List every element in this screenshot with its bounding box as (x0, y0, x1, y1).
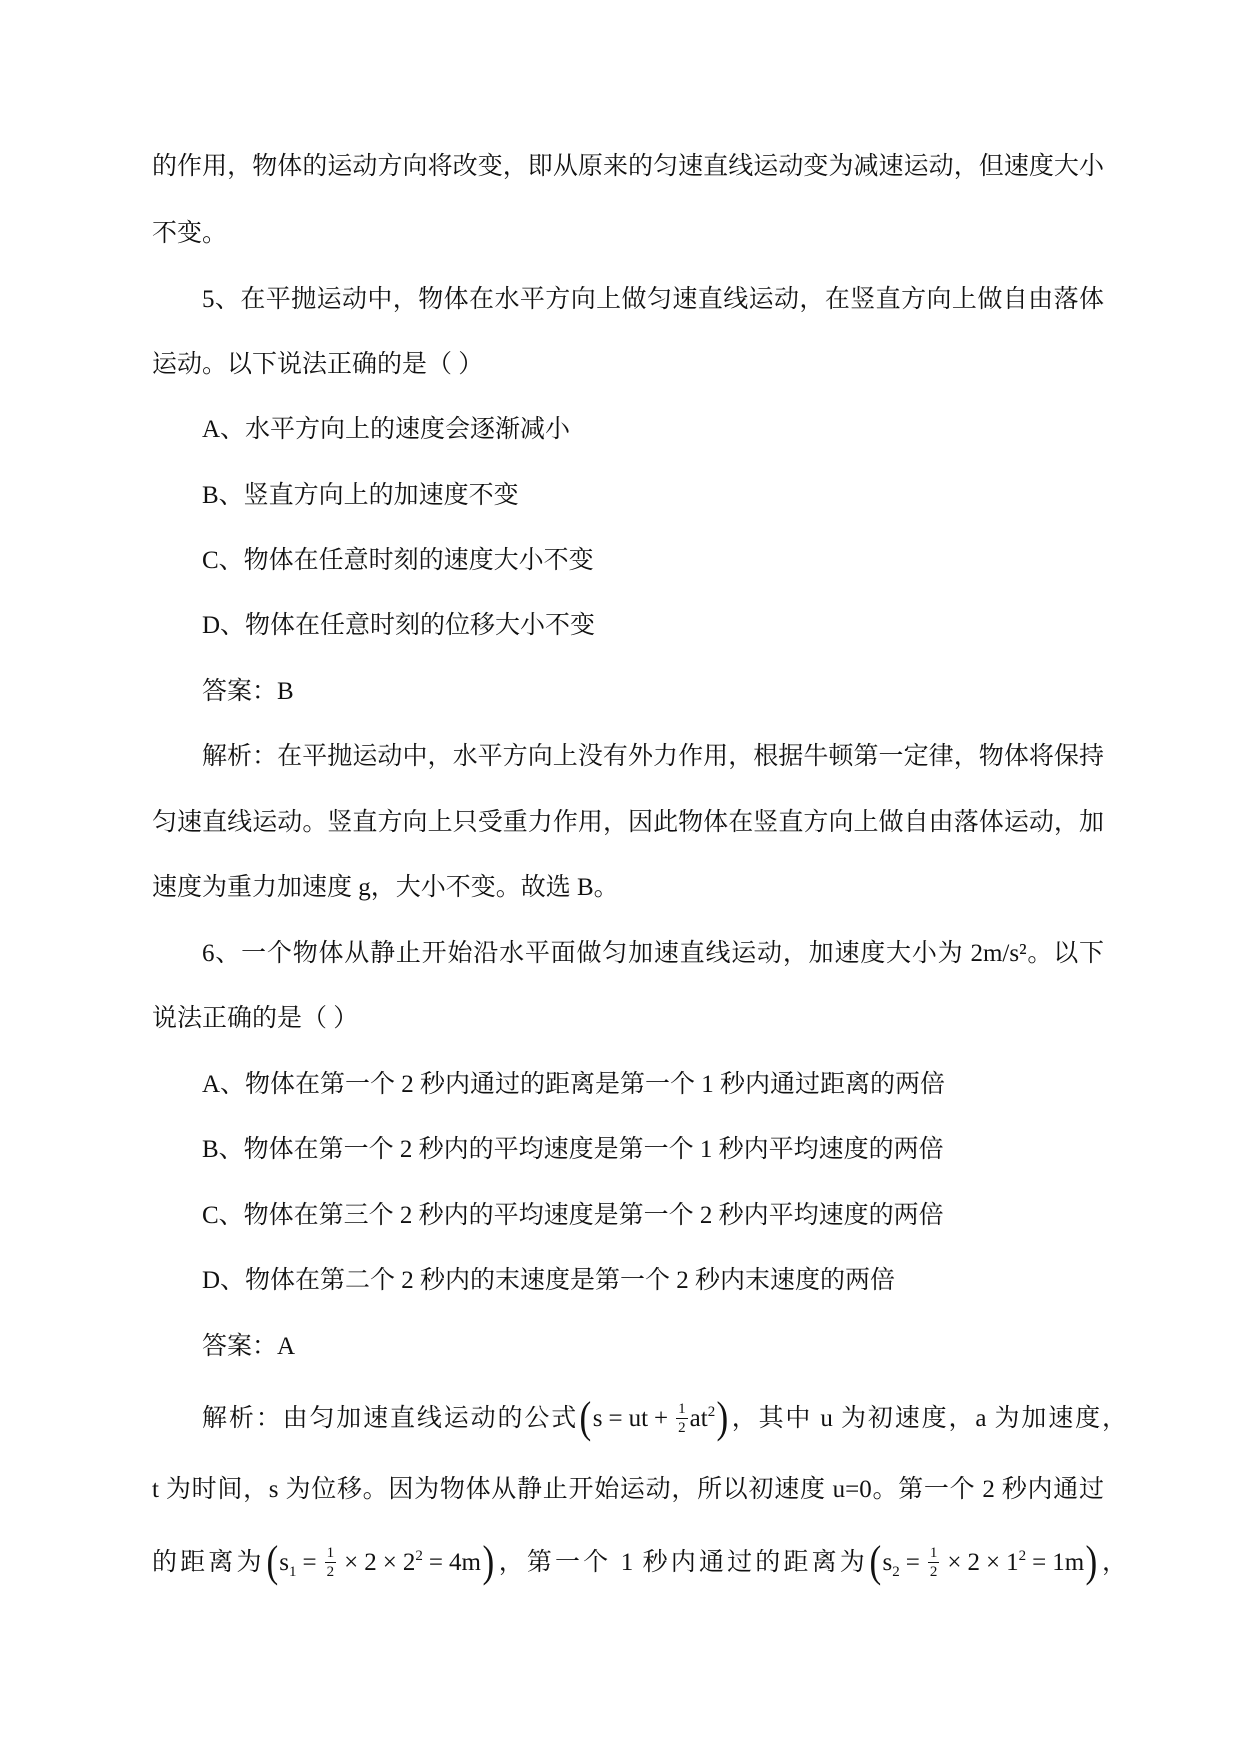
formula-close-paren: ) (716, 1393, 729, 1443)
question-5-option-d: D、物体在任意时刻的位移大小不变 (202, 612, 596, 639)
formula-close-paren: ) (1085, 1537, 1098, 1587)
question-5-stem: 运动。以下说法正确的是（ ） (152, 351, 484, 378)
question-5-option-a: A、水平方向上的速度会逐渐减小 (202, 416, 571, 443)
question-6-analysis-line (152, 1538, 1127, 1588)
formula-variable: s (592, 1405, 603, 1432)
formula-close-paren: ) (482, 1537, 495, 1587)
fraction (676, 1401, 688, 1436)
question-5-option-b: B、竖直方向上的加速度不变 (202, 482, 519, 509)
formula-variable: s (882, 1549, 893, 1576)
formula-equals: = (428, 1549, 443, 1576)
formula-result: 1m (1052, 1549, 1085, 1576)
formula-times: × (344, 1549, 359, 1576)
question-6-option-d: D、物体在第二个 2 秒内的末速度是第一个 2 秒内末速度的两倍 (202, 1267, 896, 1294)
formula-equals: = (302, 1549, 317, 1576)
formula-times: × (382, 1549, 397, 1576)
question-5-option-c: C、物体在任意时刻的速度大小不变 (202, 547, 594, 574)
formula-exponent: 2 (415, 1548, 423, 1564)
fraction (325, 1545, 337, 1580)
question-5-analysis-line: 匀速直线运动。竖直方向上只受重力作用，因此物体在竖直方向上做自由落体运动，加 (152, 809, 1104, 836)
question-6-answer: 答案：A (202, 1333, 296, 1360)
formula-exponent: 2 (1018, 1548, 1027, 1564)
question-6-analysis-line: t 为时间，s 为位移。因为物体从静止开始运动，所以初速度 u=0。第一个 2 秒内通过 (152, 1476, 1104, 1503)
formula-subscript: 2 (892, 1564, 900, 1580)
question-6-option-c: C、物体在第三个 2 秒内的平均速度是第一个 2 秒内平均速度的两倍 (202, 1202, 944, 1229)
question-5-analysis-line: 解析：在平抛运动中，水平方向上没有外力作用，根据牛顿第一定律，物体将保持 (202, 743, 1104, 770)
fraction-numerator: 1 (929, 1544, 938, 1561)
text-line: 的作用，物体的运动方向将改变，即从原来的匀速直线运动变为减速运动，但速度大小 (152, 153, 1104, 180)
formula-term: ut (628, 1405, 649, 1432)
question-6-stem: 说法正确的是（ ） (152, 1005, 359, 1032)
analysis-text: ，其中 u 为初速度，a 为加速度， (729, 1405, 1127, 1432)
formula-open-paren: ( (266, 1537, 278, 1587)
question-5-analysis-line: 速度为重力加速度 g，大小不变。故选 B。 (152, 874, 619, 901)
analysis-text: ，第一个 1 秒内通过的距离为 (495, 1549, 868, 1576)
formula-s1 (265, 1538, 496, 1588)
formula-number: 2 (967, 1549, 980, 1576)
formula-subscript: 1 (289, 1564, 297, 1580)
formula-times: × (985, 1549, 1001, 1576)
fraction (928, 1545, 940, 1580)
formula-result: 4m (448, 1549, 481, 1576)
formula-term: at (689, 1405, 708, 1432)
fraction-numerator: 1 (678, 1400, 686, 1417)
fraction-numerator: 1 (326, 1544, 335, 1561)
formula-equals: = (1032, 1549, 1047, 1576)
question-6-stem: 6、一个物体从静止开始沿水平面做匀加速直线运动，加速度大小为 2m/s²。以下 (202, 940, 1104, 967)
formula-s2 (868, 1538, 1099, 1588)
formula-plus: + (654, 1405, 669, 1432)
question-5-answer: 答案：B (202, 678, 294, 705)
formula-displacement (578, 1394, 730, 1444)
formula-open-paren: ( (869, 1537, 882, 1587)
question-6-analysis-line (152, 1394, 1127, 1444)
formula-equals: = (905, 1549, 920, 1576)
formula-exponent: 2 (707, 1404, 716, 1420)
analysis-text: ， (1098, 1549, 1127, 1576)
question-5-stem: 5、在平抛运动中，物体在水平方向上做匀速直线运动，在竖直方向上做自由落体 (202, 286, 1104, 313)
formula-variable: s (279, 1549, 290, 1576)
formula-times: × (947, 1549, 962, 1576)
fraction-denominator: 2 (678, 1419, 686, 1436)
question-6-option-b: B、物体在第一个 2 秒内的平均速度是第一个 1 秒内平均速度的两倍 (202, 1136, 944, 1163)
fraction-denominator: 2 (326, 1563, 335, 1580)
formula-number: 2 (402, 1549, 416, 1576)
formula-open-paren: ( (579, 1393, 592, 1443)
text-line: 不变。 (152, 220, 228, 247)
fraction-denominator: 2 (929, 1563, 938, 1580)
formula-equals: = (608, 1405, 623, 1432)
formula-number: 2 (364, 1549, 377, 1576)
formula-number: 1 (1006, 1549, 1019, 1576)
analysis-text: 解析：由匀加速直线运动的公式 (202, 1405, 579, 1432)
analysis-text: 的距离为 (152, 1549, 265, 1576)
question-6-option-a: A、物体在第一个 2 秒内通过的距离是第一个 1 秒内通过距离的两倍 (202, 1071, 946, 1098)
